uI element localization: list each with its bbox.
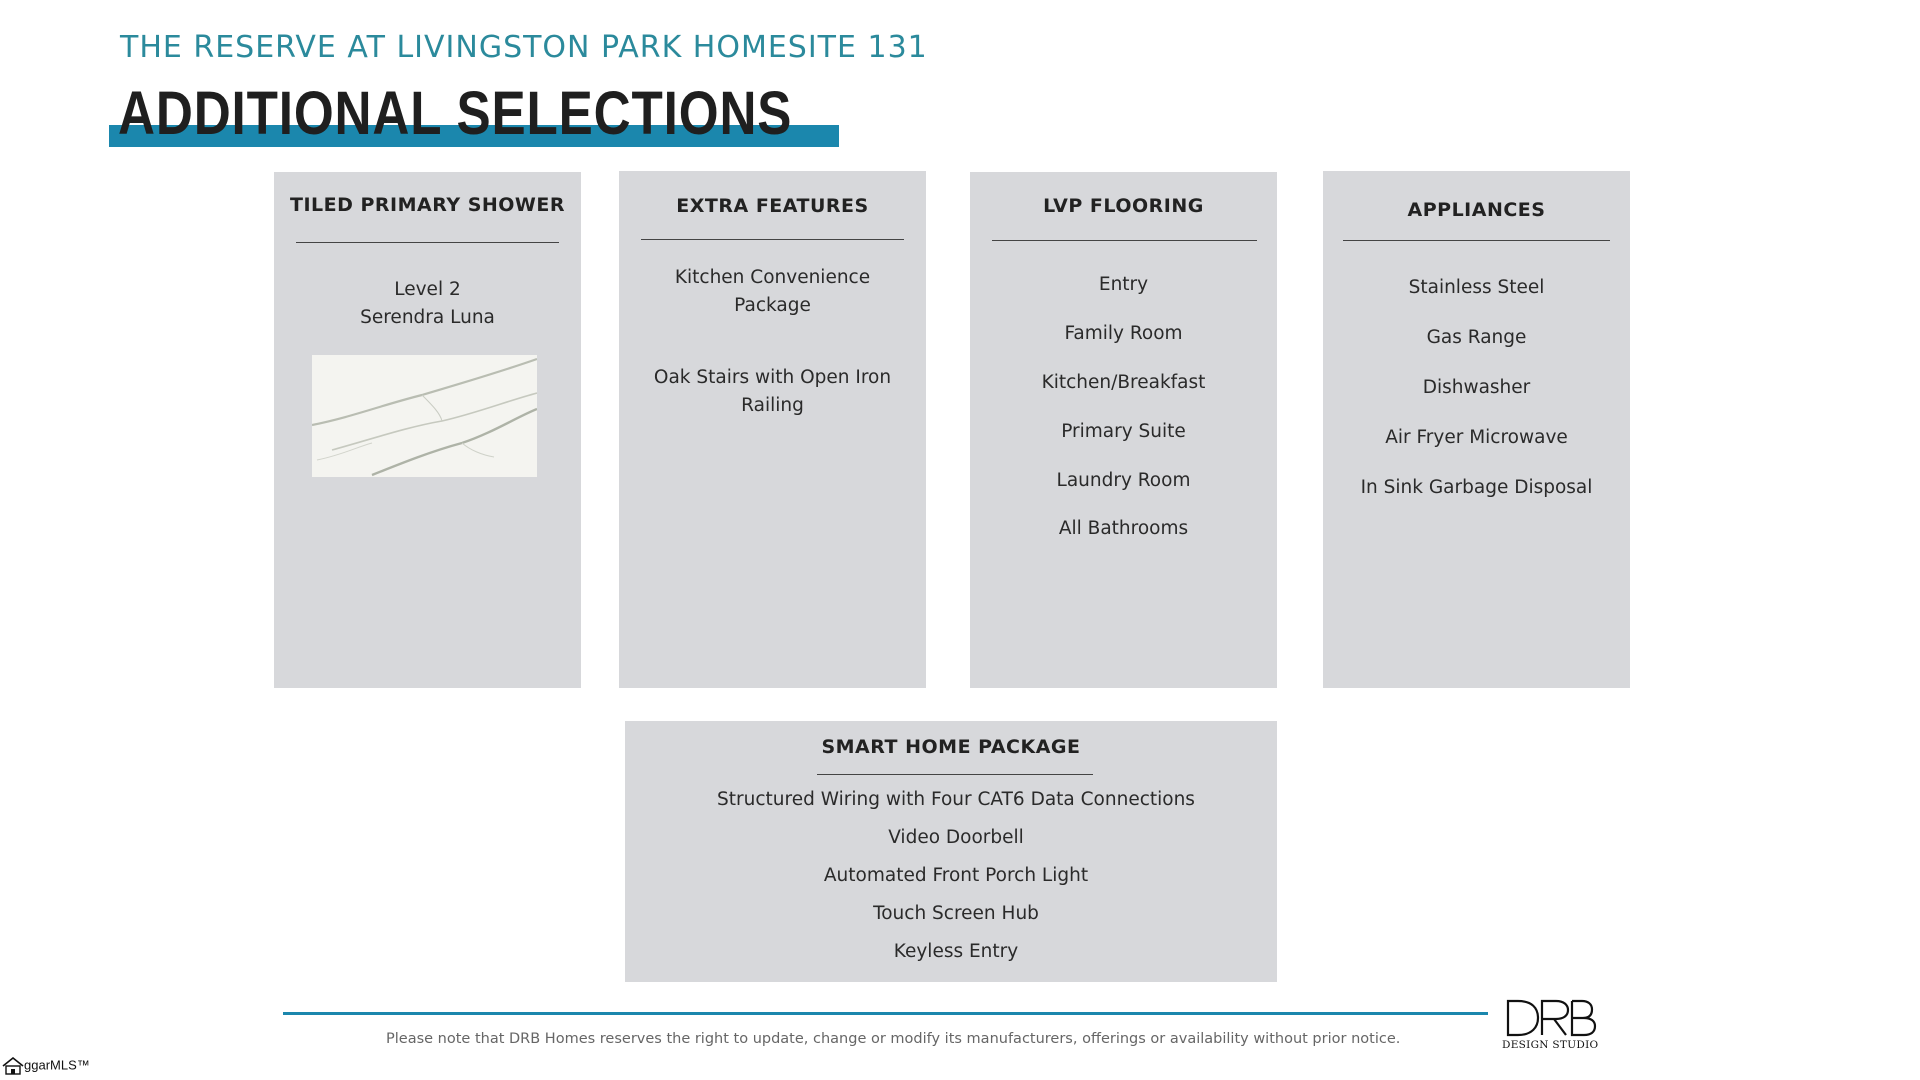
card-lvp-flooring: [970, 172, 1277, 688]
flooring-item: Laundry Room: [1056, 470, 1191, 491]
appliance-item: Air Fryer Microwave: [1385, 427, 1568, 448]
marble-swatch-image: [312, 355, 537, 477]
flooring-item: All Bathrooms: [1058, 518, 1189, 539]
footer-rule: [283, 1012, 1488, 1015]
page-subtitle: THE RESERVE AT LIVINGSTON PARK HOMESITE 131: [120, 30, 928, 65]
appliance-item: Stainless Steel: [1408, 277, 1545, 298]
card-divider: [992, 240, 1257, 241]
flooring-item: Kitchen/Breakfast: [1041, 372, 1206, 393]
card-appliances: [1323, 171, 1630, 688]
logo-subtitle: DESIGN STUDIO: [1502, 1039, 1599, 1051]
card-extra-features: [619, 171, 926, 688]
drb-design-studio-logo: [1502, 997, 1598, 1051]
page-title: ADDITIONAL SELECTIONS: [118, 79, 793, 147]
mls-watermark: [2, 1057, 90, 1075]
card-divider: [817, 774, 1093, 775]
watermark-text: ggarMLS™: [24, 1057, 90, 1073]
feature-item: Oak Stairs with Open Iron Railing: [653, 367, 892, 416]
smart-home-item: Video Doorbell: [888, 827, 1024, 848]
card-divider: [1343, 240, 1610, 241]
card-title: LVP FLOORING: [1043, 195, 1204, 217]
card-title: TILED PRIMARY SHOWER: [289, 194, 565, 216]
card-title: APPLIANCES: [1407, 199, 1546, 221]
appliance-item: Dishwasher: [1422, 377, 1531, 398]
card-title: EXTRA FEATURES: [676, 195, 869, 217]
tile-name: Serendra Luna: [360, 307, 495, 328]
drb-logo-icon: [1502, 997, 1598, 1039]
card-tiled-primary-shower: [274, 172, 581, 688]
card-smart-home-package: [625, 721, 1277, 982]
smart-home-item: Keyless Entry: [893, 941, 1019, 962]
feature-item: Kitchen Convenience Package: [674, 267, 871, 316]
appliance-item: In Sink Garbage Disposal: [1360, 477, 1593, 498]
tile-level: Level 2: [394, 279, 461, 300]
flooring-item: Primary Suite: [1061, 421, 1186, 442]
smart-home-item: Structured Wiring with Four CAT6 Data Connections: [717, 789, 1195, 810]
flooring-item: Entry: [1098, 274, 1149, 295]
footer-disclaimer: Please note that DRB Homes reserves the right to update, change or modify its manufacturers, offerings or availability without prior notice.: [386, 1031, 1401, 1047]
card-divider: [641, 239, 904, 240]
card-divider: [296, 242, 559, 243]
card-title: SMART HOME PACKAGE: [821, 736, 1081, 758]
appliance-item: Gas Range: [1426, 327, 1527, 348]
smart-home-item: Automated Front Porch Light: [823, 865, 1089, 886]
smart-home-item: Touch Screen Hub: [873, 903, 1039, 924]
flooring-item: Family Room: [1064, 323, 1183, 344]
house-icon: [2, 1057, 24, 1075]
